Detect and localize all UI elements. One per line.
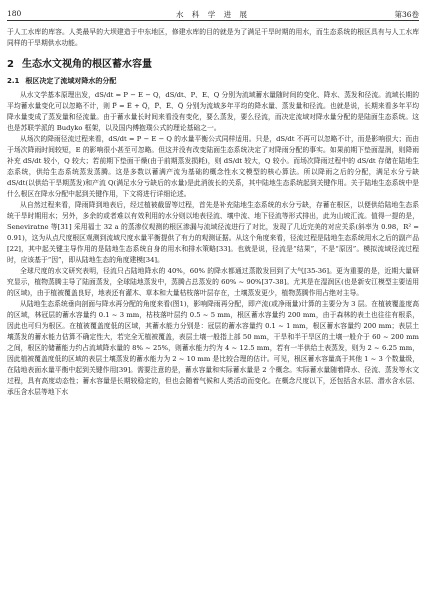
page-number: 180 bbox=[7, 9, 22, 18]
section-title: 生态水文视角的根区蓄水容量 bbox=[21, 59, 152, 70]
section-heading bbox=[7, 59, 419, 70]
paragraph: 从水文学基本原理出发，dS/dt = P − E − Q，dS/dt、P、E、Q 分别为流域蓄水量随时间的变化、降水、蒸发和径流。流域长期的平均蓄水量变化可以忽略不计，则 P̅ = E̅ + Q̅，P̅、E̅、Q̅ 分别为流域多年平均的降水量、蒸发量和径流。也就是说，长期来看多年平均降水量变成了蒸发量和径流量。由于蓄水量长时间来看没有变化，要么蒸发，要么径流，而决定流域对降水量分配的是陆面生态系统。这也是苏联学派的 Budyko 框架，以及国内傅抱璞公式的理论基础之一。 bbox=[7, 91, 419, 132]
section-number: 2 bbox=[7, 59, 14, 70]
subsection-heading bbox=[7, 76, 419, 87]
paragraph: 从自然过程来看，降雨降到地表后，经过植被截留等过程，首先是补充陆地生态系统的水分亏缺，存蓄在根区，以便供给陆地生态系统干旱时期用水；另外，多余的或者难以有效利用的水分则以地表径流、壤中流、地下径流等形式排出，此为山坡汇流。值得一提的是，Seneviratne 等[31] 采用福士 32 a 的蒸渗仪观测的根区渗漏与流域径流进行了对比，发现了几近完美的对应关系(斜率为 0.98，R² = 0.91)，这为从点尺度根区观测到流域尺度水量平衡提供了有力的观测证据。从这个角度来看，径流过程是陆地生态系统用水之后的副产品[22]，其中起关键主导作用的是陆地生态系统自身的用水和排水策略[33]。也就是说，径流是“结果”，不是“原因”。模拟流域径流过程时，应该基于“因”，即从陆地生态的角度建模[34]。 bbox=[7, 201, 420, 264]
paragraph: 全球尺度的水文研究表明，径流只占陆地降水的 40%，60% 的降水都通过蒸散发回到了大气[35-36]。更为重要的是，近期大量研究显示，植物蒸腾主导了陆面蒸发，全球陆地蒸发中，蒸腾占总蒸发的 60% ~ 90%[37-38]。尤其是在湿润区(也是新安江模型主要适用的区域)，由于植被覆盖良好，地表还有灌木、草本和大量枯枝落叶层存在，土壤蒸发更少，植物蒸腾作用占绝对主导。 bbox=[7, 267, 419, 297]
paragraph: 从陆地生态系统垂向剖面与降水再分配的角度来看(图1)，影响降雨再分配，即产流(或净雨量)计算的主要分为 3 层。在植被覆盖度高的区域，林冠层的蓄水容量约 0.1 ~ 3 mm，枯枝落叶层约 0.5 ~ 5 mm，根区蓄水容量约 200 mm，由于森林的表土也往往有根系，因此也可归为根区。在植被覆盖度低的区域，其蓄水能力分别是：冠层的蓄水容量约 0.1 ~ 1 mm，根区蓄水容量约 200 mm；表层土壤蒸发的蓄水能力估算不确定性大，若完全无植被覆盖，表层土壤一般指上部 50 mm，干旱和半干旱区的土壤一般介于 60 ~ 200 mm 之间，根区的储蓄能力约占流域降水量的 8% ~ 25%，则蓄水能力约为 4 ~ 12.5 mm，若有一半供给土表蒸发，则为 2 ~ 6.25 mm，因此植被覆盖度低的区域的表层土壤蒸发的蓄水能力为 2 ~ 10 mm 是比较合理的估计。可见，根区蓄水容量高于其他 1 ~ 3 个数量级，在陆地表面水量平衡中起到关键作用[39]。需要注意的是，蓄水容量和实际蓄水量是 2 个概念。实际蓄水量随着降水、径流、蒸发等水文过程，具有高度动态性；蓄水容量是长期较稳定的，但也会随着气候和人类活动而变化。在概念尺度以下，还包括含水层、潜水含水层、承压含水层等地下水 bbox=[7, 300, 419, 396]
subsection-number: 2.1 bbox=[7, 77, 20, 85]
journal-title: 水 科 学 进 展 bbox=[175, 10, 251, 19]
paragraph: 从场次的降雨径流过程来看，dS/dt = P − E − Q 的水量平衡公式同样适用。只是，dS/dt 不再可以忽略不计，而是影响很大；而由于场次降雨时间较短，E 的影响很小甚至可忽略。但这并没有改变陆面生态系统决定了对降雨分配的事实。如果前期下垫面湿润，则降雨补充 dS/dt 较小，Q 较大；若前期下垫面干燥(由于前期蒸发损耗)，则 dS/dt 较大，Q 较小。而场次降雨过程中的 dS/dt 存储在陆地生态系统，供给生态系统蒸发蒸腾。这是多数以蓄满产流为基础的概念性水文模型的核心算法。所以降雨之后的分配，满足水分亏缺 dS/dt(以供给干旱期蒸发)和产流 Q(满足水分亏缺后的水量)是此消彼长的关系，其中陆地生态系统起到关键作用。关于陆地生态系统中是什么根区在降水分配中起到关键作用，下文将进行详细论述。 bbox=[7, 135, 419, 198]
intro-paragraph: 于人工水库的库容。人类最早的大坝建造于中东地区，修建水库的目的就是为了满足干旱时期的用水，而生态系统的根区具有与人工水库同样的干旱期供水功能。 bbox=[7, 28, 419, 47]
article-body bbox=[7, 27, 419, 398]
header-rule bbox=[7, 20, 419, 21]
volume-label: 第36卷 bbox=[394, 10, 419, 19]
page-header bbox=[7, 7, 419, 21]
subsection-title: 根区决定了流域对降水的分配 bbox=[25, 77, 117, 85]
